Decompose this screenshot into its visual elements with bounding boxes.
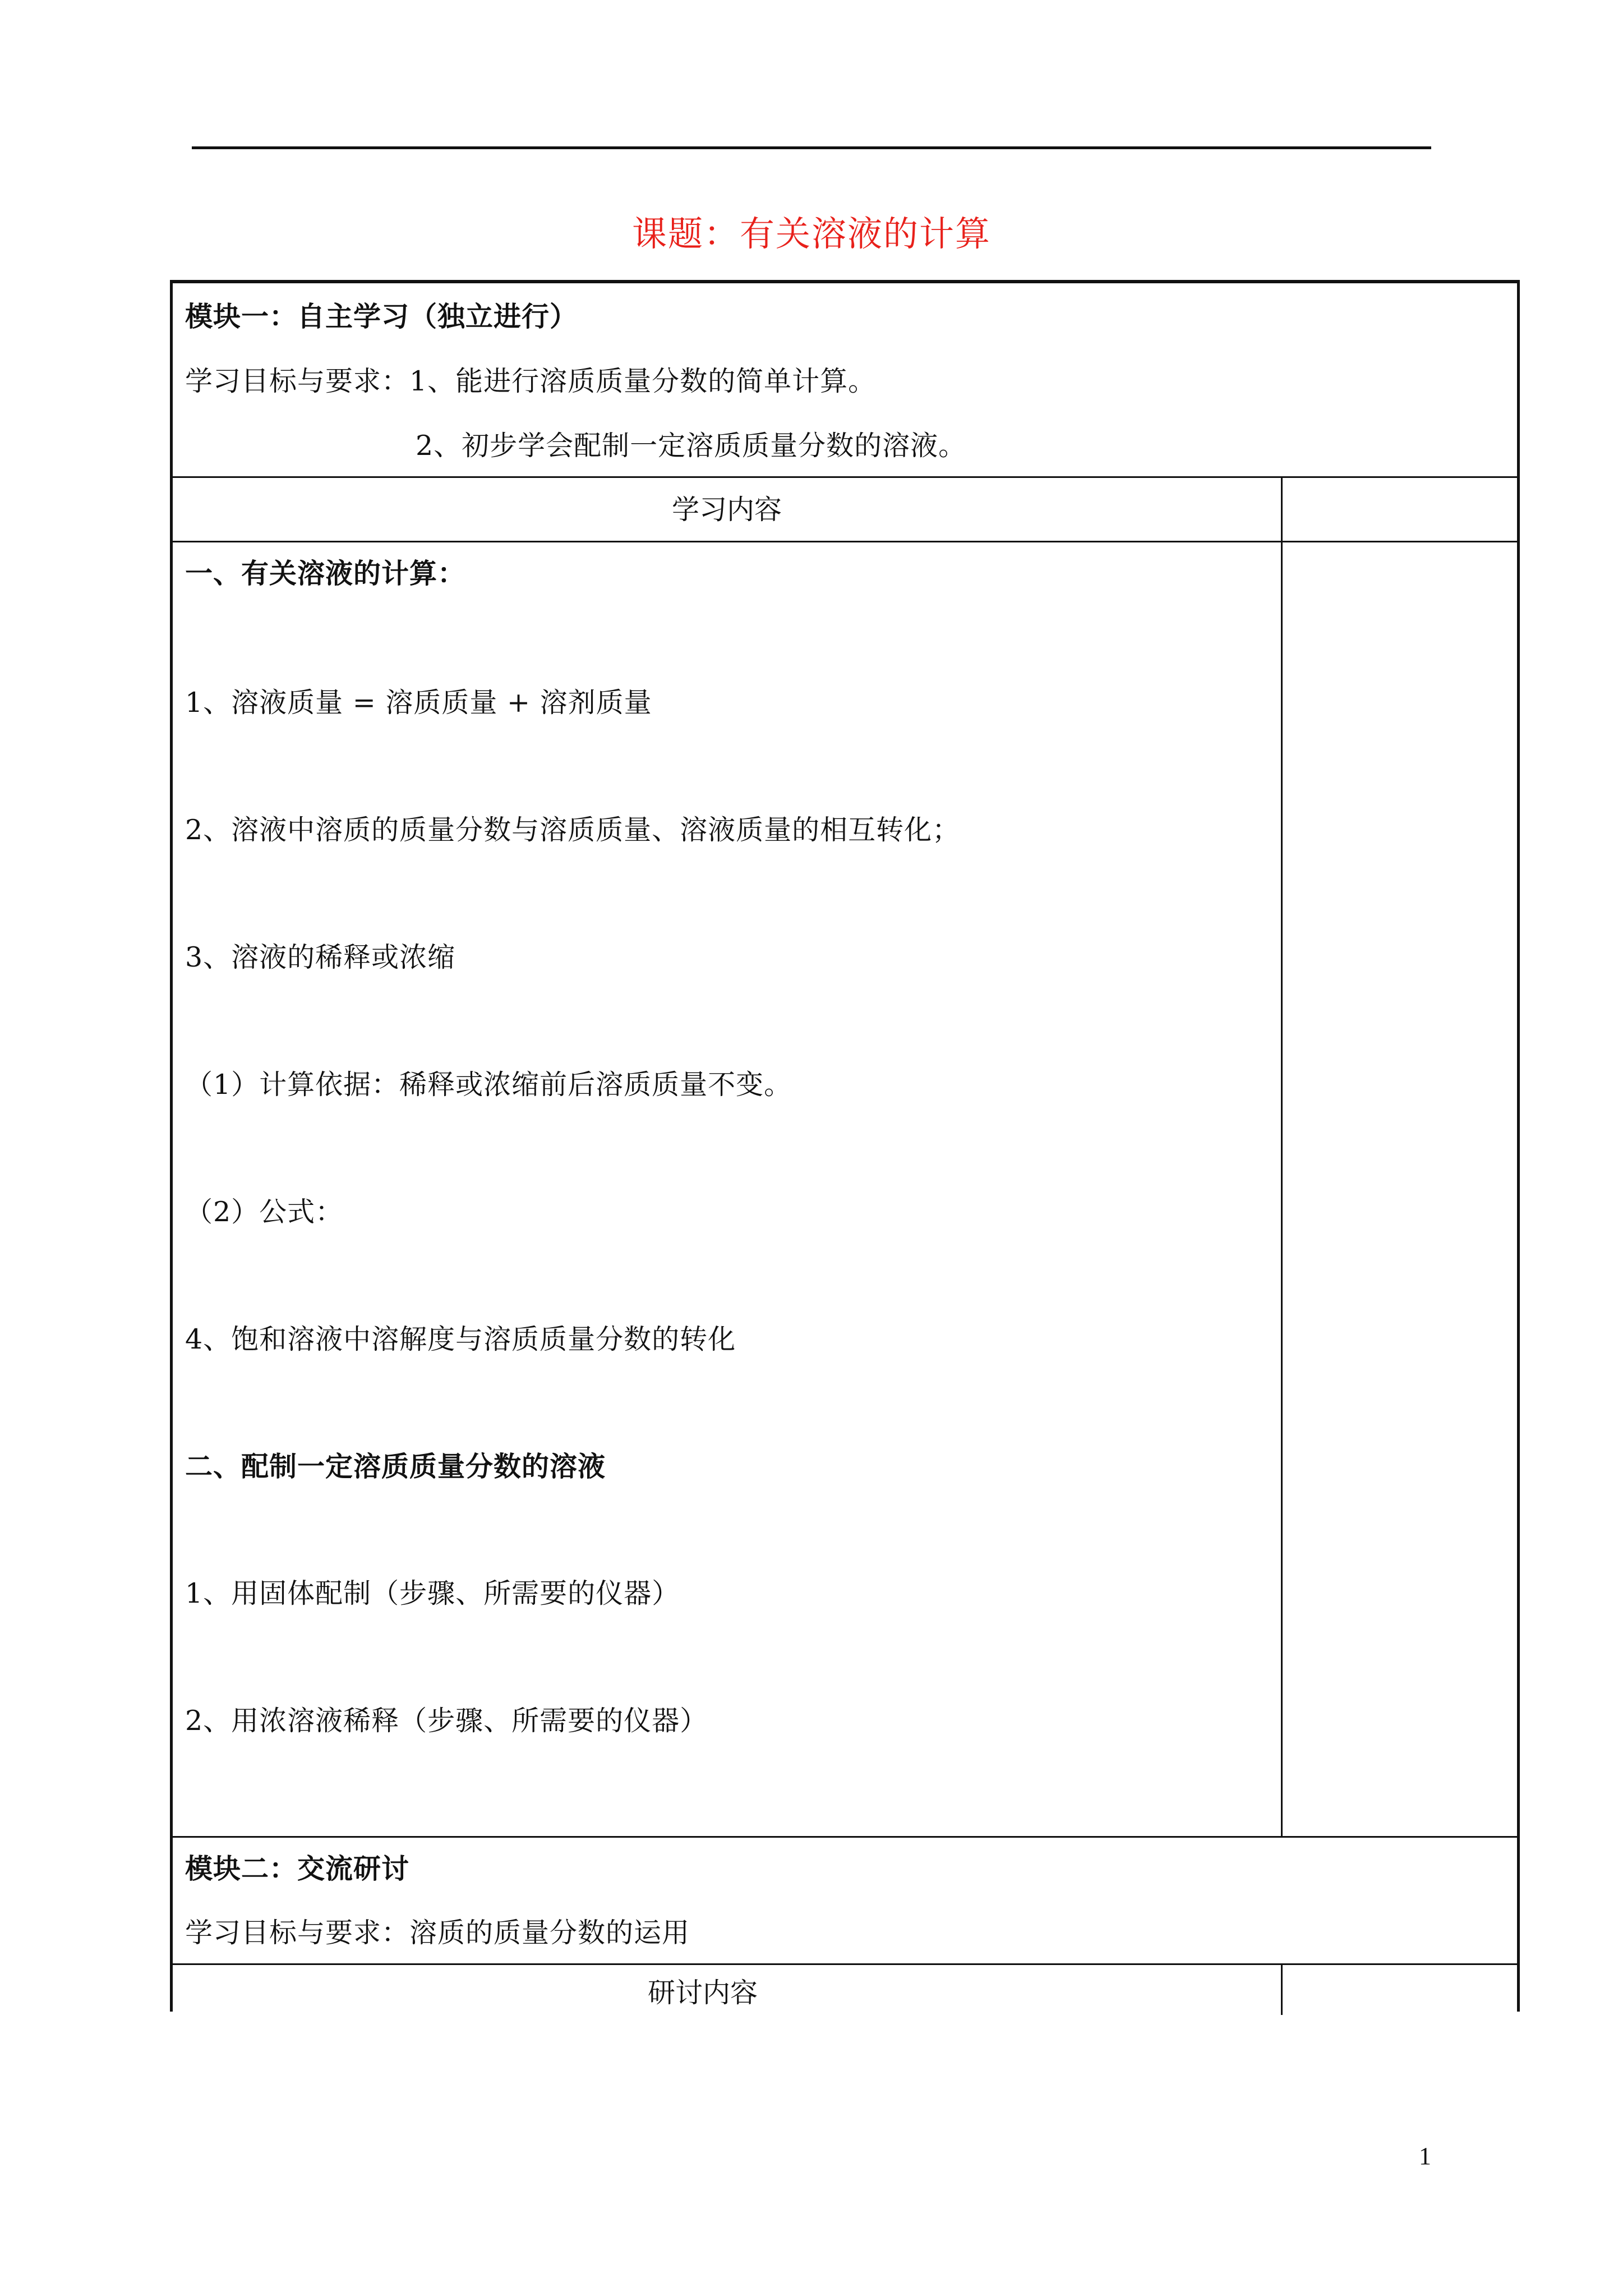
section2-title: 二、配制一定溶质质量分数的溶液 bbox=[185, 1451, 606, 1483]
list-item: 2、溶液中溶质的质量分数与溶质质量、溶液质量的相互转化； bbox=[185, 814, 961, 846]
column-divider bbox=[1281, 476, 1283, 1837]
list-item: 2、用浓溶液稀释（步骤、所需要的仪器） bbox=[185, 1705, 708, 1737]
list-item: 1、溶液质量 = 溶质质量 + 溶剂质量 bbox=[185, 687, 652, 719]
table-divider bbox=[173, 541, 1517, 542]
section1-title: 一、有关溶液的计算： bbox=[185, 558, 466, 590]
worksheet-table bbox=[170, 280, 1520, 2012]
table-divider bbox=[173, 1836, 1517, 1838]
module2-content-header: 研讨内容 bbox=[647, 1977, 758, 2009]
table-divider bbox=[173, 476, 1517, 478]
page-title: 课题：有关溶液的计算 bbox=[631, 213, 991, 254]
list-item: 4、饱和溶液中溶解度与溶质质量分数的转化 bbox=[185, 1323, 736, 1355]
module2-goal: 学习目标与要求：溶质的质量分数的运用 bbox=[185, 1917, 690, 1949]
list-item: 1、用固体配制（步骤、所需要的仪器） bbox=[185, 1577, 680, 1609]
list-item: （1）计算依据：稀释或浓缩前后溶质质量不变。 bbox=[185, 1069, 792, 1101]
module1-goal-line2: 2、初步学会配制一定溶质质量分数的溶液。 bbox=[416, 430, 967, 462]
module1-content-header: 学习内容 bbox=[671, 494, 782, 526]
module2-heading: 模块二：交流研讨 bbox=[185, 1853, 410, 1885]
table-divider bbox=[173, 1963, 1517, 1965]
module1-heading: 模块一：自主学习（独立进行） bbox=[185, 301, 578, 333]
header-rule bbox=[192, 146, 1431, 149]
column-divider bbox=[1281, 1963, 1283, 2015]
list-item: 3、溶液的稀释或浓缩 bbox=[185, 941, 456, 973]
list-item: （2）公式： bbox=[185, 1196, 344, 1228]
page-number: 1 bbox=[1419, 2142, 1431, 2170]
module1-goal-line1: 学习目标与要求：1、能进行溶质质量分数的简单计算。 bbox=[185, 365, 877, 397]
